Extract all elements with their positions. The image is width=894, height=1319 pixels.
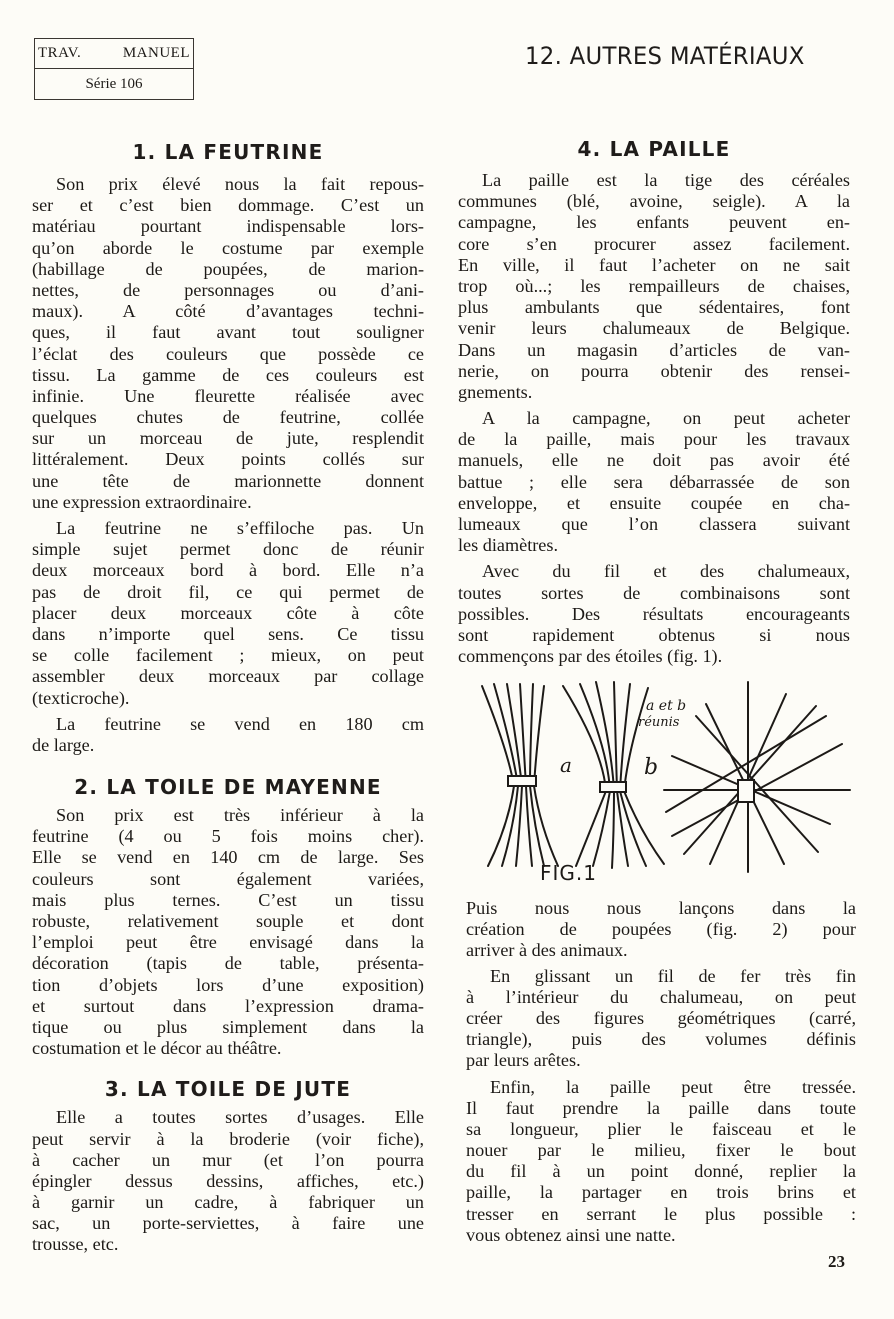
text-line: nerie, on pourra obtenir des rensei- (458, 360, 850, 381)
text-line: à garnir un cadre, à fabriquer un (32, 1192, 424, 1213)
text-line: toutes sortes de combinaisons sont (458, 582, 850, 603)
label-joined: réunis (638, 715, 680, 730)
label-b: b (644, 755, 659, 780)
text-line: Enfin, la paille peut être tressée. (490, 1076, 856, 1097)
paragraph (466, 898, 856, 962)
text-line: simple sujet permet donc de réunir (32, 539, 424, 560)
right-column (458, 137, 850, 667)
text-line: peut servir à la broderie (voir fiche), (32, 1128, 424, 1149)
right-column-lower (466, 898, 856, 1246)
text-line: La feutrine se vend en 180 cm (56, 713, 424, 734)
text-line: nettes, de personnages ou d’ani- (32, 279, 424, 300)
text-line: de large. (32, 734, 95, 755)
text-line: costumation et le décor au théâtre. (32, 1038, 282, 1059)
text-line: à l’intérieur du chalumeau, on peut (466, 986, 856, 1007)
text-line: trop où...; les rempailleurs de chaises, (458, 275, 850, 296)
text-line: battue ; elle sera débarrassée de son (458, 471, 850, 492)
text-line: La paille est la tige des céréales (482, 170, 850, 190)
page-number: 23 (828, 1252, 845, 1271)
text-line: créer des figures géométriques (carré, (466, 1007, 856, 1028)
text-line: Avec du fil et des chalumeaux, (482, 561, 850, 582)
text-line: Son prix élevé nous la fait repous- (56, 174, 424, 194)
text-line: gnements. (458, 381, 533, 402)
text-line: La feutrine ne s’effiloche pas. Un (56, 518, 424, 538)
section-toile-mayenne (32, 775, 424, 1059)
text-line: une expression extraordinaire. (32, 491, 252, 512)
text-line: En ville, il faut l’acheter on ne sait (458, 254, 850, 275)
text-line: Elle a toutes sortes d’usages. Elle (56, 1107, 424, 1128)
text-line: à cacher un mur (et l’on pourra (32, 1149, 424, 1170)
text-line: arriver à des animaux. (466, 940, 628, 961)
text-line: communes (blé, avoine, seigle). A la (458, 191, 850, 212)
subject-label-manuel: MANUEL (122, 45, 190, 61)
series-box-top (35, 39, 193, 69)
text-line: couleurs sont également variées, (32, 868, 424, 889)
text-line: tresser en serrant le plus possible : (466, 1203, 856, 1224)
text-line: matériau pourtant indispensable lors- (32, 216, 424, 237)
text-line: mais plus ternes. C’est un tissu (32, 889, 424, 910)
text-line: En glissant un fil de fer très fin (490, 965, 856, 986)
text-line: triangle), puis des volumes définis (466, 1029, 856, 1050)
series-box (34, 38, 194, 100)
paragraph (466, 966, 856, 1072)
text-line: quelques chutes de feutrine, collée (32, 407, 424, 428)
text-line: manuels, elle ne doit pas avoir été (458, 450, 850, 471)
text-line: création de poupées (fig. 2) pour (466, 919, 856, 940)
text-line: Puis nous nous lançons dans la (466, 898, 856, 918)
text-line: littéralement. Deux points collés sur (32, 449, 424, 470)
paragraph (32, 174, 424, 513)
text-line: enveloppe, et ensuite coupée en cha- (458, 492, 850, 513)
label-a-and-b: a et b (646, 698, 687, 714)
figure-1-straw-stars (478, 676, 858, 886)
subject-label-trav: TRAV. (38, 45, 82, 61)
section-title: 1. LA FEUTRINE (132, 140, 324, 164)
section-paille (458, 137, 850, 667)
text-line: possibles. Des résultats encourageants (458, 603, 850, 624)
text-line: Il faut prendre la paille dans toute (466, 1097, 856, 1118)
text-line: de la paille, mais pour les travaux (458, 429, 850, 450)
text-line: deux morceaux bord à bord. Elle n’a (32, 560, 424, 581)
text-line: par leurs arêtes. (466, 1050, 581, 1071)
section-toile-jute (32, 1077, 424, 1255)
text-line: (habillage de poupées, de marion- (32, 258, 424, 279)
text-line: feutrine (4 ou 5 fois moins cher). (32, 826, 424, 847)
text-line: Son prix est très inférieur à la (56, 805, 424, 826)
text-line: plus ambulants que sédentaires, font (458, 297, 850, 318)
text-line: du fil à un point donné, replier la (466, 1161, 856, 1182)
text-line: lumeaux que l’on classera suivant (458, 514, 850, 534)
paragraph (32, 1107, 424, 1255)
text-line: (texticroche). (32, 687, 130, 708)
text-line: tique ou plus simplement dans la (32, 1016, 424, 1037)
text-line: sont rapidement obtenus si nous (458, 624, 850, 645)
paragraph (458, 561, 850, 667)
text-line: venir leurs chalumeaux de Belgique. (458, 318, 850, 339)
paragraph (32, 805, 424, 1059)
text-line: Dans un magasin d’articles de van- (458, 339, 850, 360)
series-number: Série 106 (85, 75, 143, 92)
text-line: vous obtenez ainsi une natte. (466, 1224, 676, 1245)
text-line: assembler deux morceaux par collage (32, 666, 424, 687)
figure-caption: FIG.1 (540, 861, 597, 885)
text-line: robuste, relativement souple et dont (32, 911, 424, 931)
text-line: et surtout dans l’expression drama- (32, 995, 424, 1016)
text-line: Elle se vend en 140 cm de large. Ses (32, 847, 424, 868)
section-feutrine (32, 140, 424, 756)
paragraph (458, 408, 850, 556)
text-line: l’éclat des couleurs que possède ce (32, 343, 424, 364)
text-line: nouer par le milieu, fixer le bout (466, 1140, 856, 1161)
straw-bundle-illustration (478, 676, 858, 886)
text-line: se colle facilement ; mieux, on peut (32, 645, 424, 666)
paragraph (32, 714, 424, 756)
text-line: épingler dessus dessins, affiches, etc.) (32, 1170, 424, 1191)
text-line: une tête de marionnette donnent (32, 470, 424, 491)
text-line: campagne, les enfants peuvent en- (458, 212, 850, 233)
text-line: qu’on aborde le costume par exemple (32, 237, 424, 258)
text-line: sa longueur, plier le faisceau et le (466, 1118, 856, 1139)
text-line: infinie. Une fleurette réalisée avec (32, 385, 424, 406)
section-title: 2. LA TOILE DE MAYENNE (74, 775, 382, 800)
text-line: l’emploi peut être envisagé dans la (32, 932, 424, 953)
section-title: 4. LA PAILLE (577, 137, 731, 161)
paragraph (458, 170, 850, 403)
chapter-title: 12. AUTRES MATÉRIAUX (525, 42, 805, 70)
text-line: sur un morceau de jute, resplendit (32, 428, 424, 449)
text-line: dans n’importe quel sens. Ce tissu (32, 623, 424, 644)
label-a: a (560, 753, 572, 777)
paragraph (32, 518, 424, 709)
text-line: A la campagne, on peut acheter (482, 408, 850, 429)
text-line: décoration (tapis de table, présenta- (32, 953, 424, 974)
left-column (32, 140, 424, 1256)
text-line: ser et c’est bien dommage. C’est un (32, 195, 424, 216)
text-line: trousse, etc. (32, 1234, 119, 1255)
text-line: commençons par des étoiles (fig. 1). (458, 646, 723, 667)
text-line: paille, la partager en trois brins et (466, 1182, 856, 1203)
text-line: pas de droit fil, ce qui permet de (32, 581, 424, 602)
text-line: maux). A côté d’avantages techni- (32, 301, 424, 322)
section-title: 3. LA TOILE DE JUTE (104, 1077, 352, 1102)
text-line: ques, il faut avant tout souligner (32, 322, 424, 343)
text-line: sac, un porte-serviettes, à faire une (32, 1213, 424, 1234)
paragraph (466, 1077, 856, 1247)
text-line: les diamètres. (458, 535, 558, 556)
text-line: placer deux morceaux côte à côte (32, 602, 424, 623)
text-line: tion d’objets lors d’une exposition) (32, 974, 424, 995)
text-line: tissu. La gamme de ces couleurs est (32, 364, 424, 385)
text-line: core s’en procurer assez facilement. (458, 233, 850, 254)
